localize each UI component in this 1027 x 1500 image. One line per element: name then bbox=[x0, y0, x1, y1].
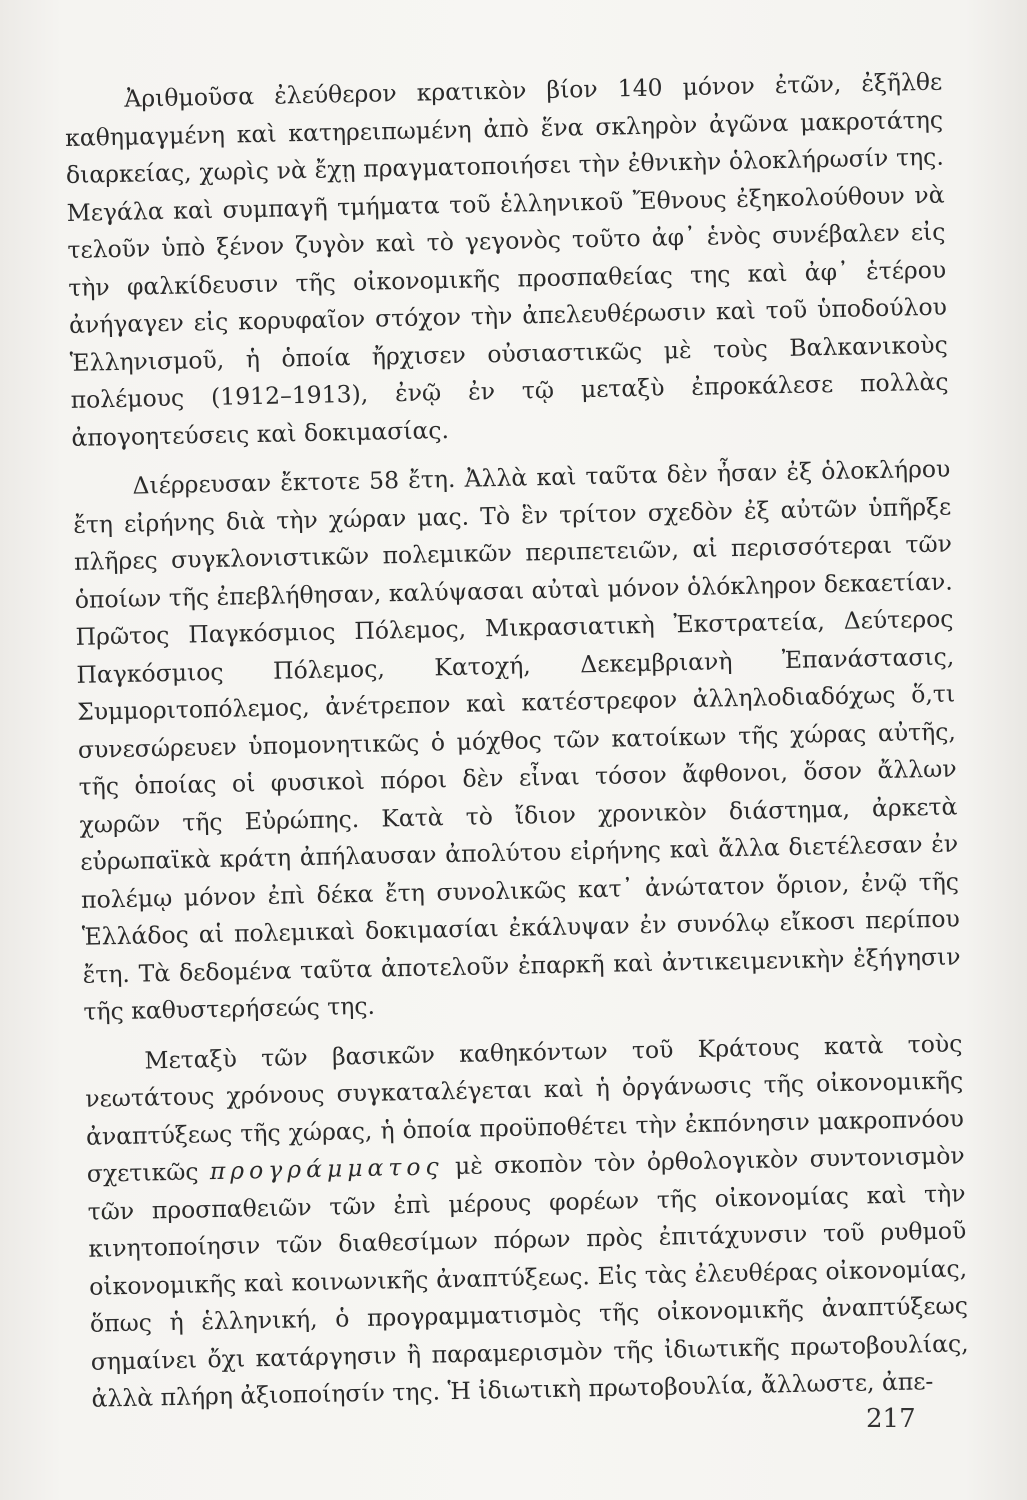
body-text bbox=[64, 64, 970, 1419]
paragraph-1: Ἀριθμοῦσα ἐλεύθερον κρατικὸν βίον 140 μόνον ἐτῶν, ἐξῆλθε καθημαγμένη καὶ κατηρειπωμένη ἀπὸ ἕνα σκληρὸν ἀγῶνα μακροτάτης διαρκείας, χωρὶς νὰ ἔχῃ πραγματοποιήσει τὴν ἐθνικὴν ὁλοκλήρωσίν της. Μεγάλα καὶ συμπαγῆ τμήματα τοῦ ἑλληνικοῦ Ἔθνους ἐξηκολούθουν νὰ τελοῦν ὑπὸ ξένον ζυγὸν καὶ τὸ γεγονὸς τοῦτο ἀφ᾽ ἑνὸς συνέβαλεν εἰς τὴν φαλκίδευσιν τῆς οἰκονομικῆς προσπαθείας της καὶ ἀφ᾽ ἑτέρου ἀνήγαγεν εἰς κορυφαῖον στόχον τὴν ἀπελευθέρωσιν καὶ τοῦ ὑποδούλου Ἑλληνισμοῦ, ἡ ὁποία ἤρχισεν οὐσιαστικῶς μὲ τοὺς Βαλκανικοὺς πολέμους (1912–1913), ἐνῷ ἐν τῷ μεταξὺ ἐπροκάλεσε πολλὰς ἀπογοητεύσεις καὶ δοκιμασίας. bbox=[64, 67, 949, 452]
paragraph-2: Διέρρευσαν ἔκτοτε 58 ἔτη. Ἀλλὰ καὶ ταῦτα δὲν ἦσαν ἐξ ὁλοκλήρου ἔτη εἰρήνης διὰ τὴν χώραν μας. Τὸ ἓν τρίτον σχεδὸν ἐξ αὐτῶν ὑπῆρξε πλῆρες συγκλονιστικῶν πολεμικῶν περιπετειῶν, αἱ περισσότεραι τῶν ὁποίων τῆς ἐπεβλήθησαν, καλύψασαι αὐταὶ μόνον ὁλόκληρον δεκαετίαν. Πρῶτος Παγκόσμιος Πόλεμος, Μικρασιατικὴ Ἐκστρατεία, Δεύτερος Παγκόσμιος Πόλεμος, Κατοχή, Δεκεμβριανὴ Ἐπανάστασις, Συμμοριτοπόλεμος, ἀνέτρεπον καὶ κατέστρεφον ἀλληλοδιαδόχως ὅ,τι συνεσώρευεν ὑπομονητικῶς ὁ μόχθος τῶν κατοίκων τῆς χώρας αὐτῆς, τῆς ὁποίας οἱ φυσικοὶ πόροι δὲν εἶναι τόσον ἄφθονοι, ὅσον ἄλλων χωρῶν τῆς Εὐρώπης. Κατὰ τὸ ἴδιον χρονικὸν διάστημα, ἀρκετὰ εὐρωπαϊκὰ κράτη ἀπήλαυσαν ἀπολύτου εἰρήνης καὶ ἄλλα διετέλεσαν ἐν πολέμῳ μόνον ἐπὶ δέκα ἔτη συνολικῶς κατ᾽ ἀνώτατον ὅριον, ἐνῷ τῆς Ἑλλάδος αἱ πολεμικαὶ δοκιμασίαι ἐκάλυψαν ἐν συνόλῳ εἴκοσι περίπου ἔτη. Τὰ δεδομένα ταῦτα ἀποτελοῦν ἐπαρκῆ καὶ ἀντικειμενικὴν ἐξήγησιν τῆς καθυστερήσεώς της. bbox=[72, 454, 961, 1026]
paragraph-3 bbox=[84, 1025, 970, 1418]
spaced-emphasis-word: προγράμματος bbox=[209, 1152, 444, 1186]
page-number: 217 bbox=[866, 1404, 916, 1434]
paragraph-3-start: Μεταξὺ τῶν βασικῶν καθηκόντων τοῦ Κράτους κατὰ τοὺς νεωτάτους χρόνους συγκαταλέγεται καὶ ἡ ὀργάνωσις τῆς οἰκονομικῆς ἀναπτύξεως τῆς χώρας, ἡ ὁποία προϋποθέτει τὴν ἐκπόνησιν μακροπνόου σχετικῶς bbox=[85, 1028, 965, 1188]
paragraph-3-end: μὲ σκοπὸν τὸν ὀρθολογικὸν συντονισμὸν τῶν προσπαθειῶν τῶν ἐπὶ μέρους φορέων τῆς οἰκονομίας καὶ τὴν κινητοποίησιν τῶν διαθεσίμων πόρων πρὸς ἐπιτάχυνσιν τοῦ ρυθμοῦ οἰκονομικῆς καὶ κοινωνικῆς ἀναπτύξεως. Εἰς τὰς ἐλευθέρας οἰκονομίας, ὅπως ἡ ἑλληνική, ὁ προγραμματισμὸς τῆς οἰκονομικῆς ἀναπτύξεως σημαίνει ὄχι κατάργησιν ἢ παραμερισμὸν τῆς ἰδιωτικῆς πρωτοβουλίας, ἀλλὰ πλήρη ἀξιοποίησίν της. Ἡ ἰδιωτικὴ πρωτοβουλία, ἄλλωστε, ἀπε- bbox=[87, 1141, 969, 1413]
